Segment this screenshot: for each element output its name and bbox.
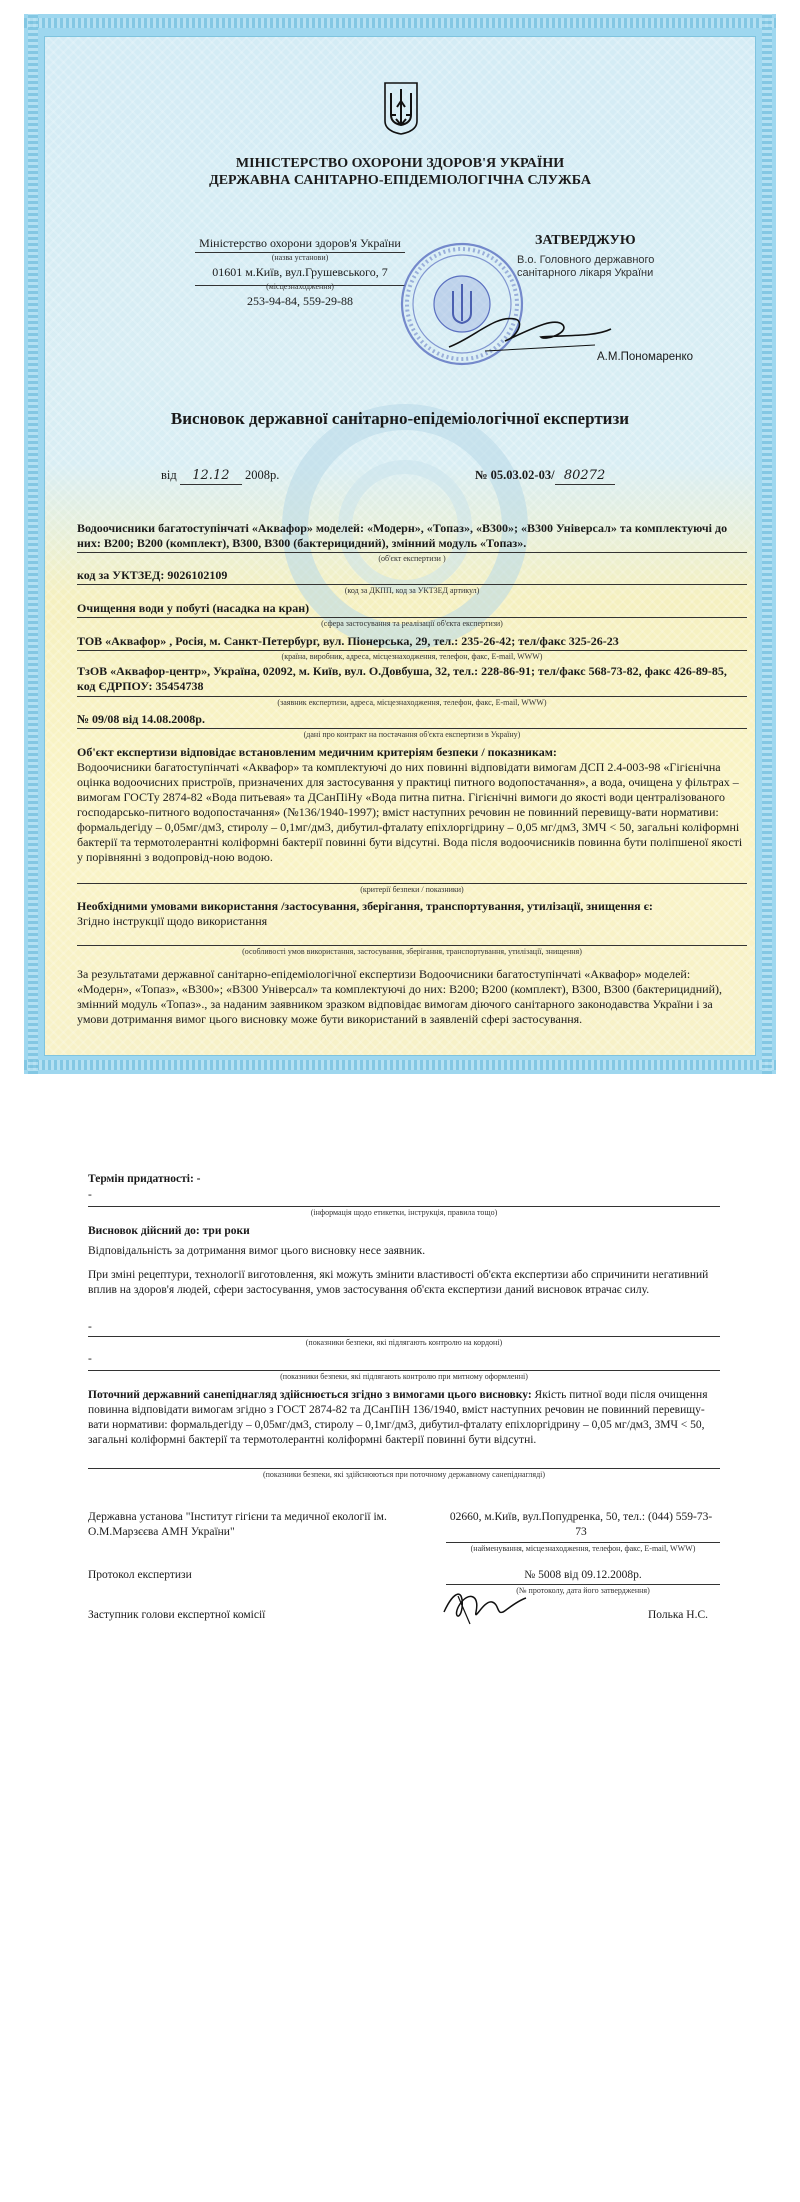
date-line <box>161 467 279 485</box>
institution-block <box>195 236 405 309</box>
customs-control-value: - <box>88 1353 92 1365</box>
approve-role <box>517 254 654 280</box>
criteria-body: Водоочисники багатоступінчаті «Аквафор» та комплектуючі до них повинні відповідати вимогам ДСП 2.4-003-98 «Гігієнічна оцінка водоочисних пристроїв, призначених для застосування у практиці питного водопостачання», а вода, очищена у фільтрах – вимогам ГОСТу 2874-82 «Вода питьевая» та ДСанПіНу «Вода питна питна. Гігієнічні вимоги до якості води централізованого господарсько-питного водопостачання» (№136/1940-1997); вміст наступних речовин не повинний перевищу-вати нормативи: формальдегіду – 0,05мг/дм3, стиролу – 0,1мг/дм3, дибутил-фталату епіхлоргідрину – 0,05 мг/дм3, ЗМЧ < 50, загальні коліформні бактерії та термотолерантні коліформні бактерії повинні бути відсутні. Вода після водоочисників повинна бути поліпшеної якості у порівнянні з водопровід-ною водою. <box>77 760 743 864</box>
deputy-label: Заступник голови експертної комісії <box>88 1609 266 1621</box>
scope-text: Очищення води у побуті (насадка на кран) <box>77 601 310 615</box>
change-conditions-text: При зміні рецептури, технології виготовлення, які можуть змінити властивості об'єкта експертизи або спричинити негативний вплив на здоров'я людей, сфери застосування, умов застосування об'єкта експертизи даний висновок втрачає силу. <box>88 1269 709 1296</box>
ministry-header <box>45 155 755 189</box>
applicant-caption: (заявник експертизи, адреса, місцезнаходження, телефон, факс, E-mail, WWW) <box>277 698 547 707</box>
deputy-name: Полька Н.С. <box>648 1609 709 1621</box>
institution-name: Міністерство охорони здоров'я України <box>199 236 401 250</box>
object-caption: (об'єкт експертизи ) <box>378 554 446 563</box>
organization-name: Державна установа "Інститут гігієни та медичної екології ім. О.М.Марзєєва АМН України" <box>88 1511 387 1538</box>
supervision-block <box>88 1388 720 1448</box>
date-suffix: 2008р. <box>245 468 280 482</box>
applicant-text: ТзОВ «Аквафор-центр», Україна, 02092, м. Київ, вул. О.Довбуша, 32, тел.: 228-86-91; тел/факс 568-73-82, факс 426-89-85, код ЄДРПОУ: 35454738 <box>77 664 727 693</box>
code-caption: (код за ДКПП, код за УКТЗЕД артикул) <box>344 586 480 595</box>
result-text: За результатами державної санітарно-епідеміологічної експертизи Водоочисники багатоступінчаті «Аквафор» моделей: «Модерн», «Топаз», «В300»; «В300 Універсал» та комплектуючі до них: В200; В200 (комплект), В300, В300 (бактерицидний), змінний модуль «Топаз»., за наданим заявником зразком відповідає вимогам діючого санітарного законодавства України і за умови дотримання вимог цього висновку може бути використаний в заявленій сфері застосування. <box>77 967 722 1026</box>
date-handwritten: 12.12 <box>180 468 242 485</box>
approve-name: А.М.Пономаренко <box>597 351 694 363</box>
approve-label: ЗАТВЕРДЖУЮ <box>535 233 636 248</box>
institution-name-caption: (назва установи) <box>271 253 329 262</box>
shelf-life-value: - <box>88 1189 92 1201</box>
manufacturer-text: ТОВ «Аквафор» , Росія, м. Санкт-Петербург, вул. Піонерська, 29, тел.: 235-26-42; тел/факс 325-26-23 <box>77 634 619 648</box>
organization-caption: (найменування, місцезнаходження, телефон, факс, E-mail, WWW) <box>470 1544 696 1553</box>
contract-text: № 09/08 від 14.08.2008р. <box>77 712 205 726</box>
code-text: код за УКТЗЕД: 9026102109 <box>77 568 228 582</box>
object-text: Водоочисники багатоступінчаті «Аквафор» моделей: «Модерн», «Топаз», «В300»; «В300 Універсал» та комплектуючі до них: В200; В200 (комплект), В300, В300 (бактерицидний), змінний модуль «Топаз». <box>77 521 728 550</box>
ministry-line1: МІНІСТЕРСТВО ОХОРОНИ ЗДОРОВ'Я УКРАЇНИ <box>235 156 565 171</box>
validity-heading: Висновок дійсний до: три роки <box>88 1225 250 1237</box>
protocol-value: № 5008 від 09.12.2008р. <box>524 1569 642 1581</box>
document-title: Висновок державної санітарно-епідеміологічної експертизи <box>170 409 630 428</box>
supervision-body: Якість питної води після очищення повинна відповідати вимогам згідно з ГОСТ 2874-82 та ДСанПіН 136/1940, вміст наступних речовин не повинний перевищу-вати нормативи: формальдегіду – 0,05мг/дм3, стиролу – 0,1мг/дм3, дибутил-фталату епіхлоргідрину – 0,05 мг/дм3, ЗМЧ < 50, загальні коліформні бактерії та термотолерантні коліформні бактерії повинні бути відсутні. <box>88 1389 708 1446</box>
contract-caption: (дані про контракт на постачання об'єкта експертизи в Україну) <box>303 730 521 739</box>
deputy-signature-icon <box>440 1582 530 1630</box>
guilloche-left <box>28 14 38 1074</box>
conditions-caption: (особливості умов використання, застосування, зберігання, транспортування, утилізації, знищення) <box>242 947 582 956</box>
approve-role-line1: В.о. Головного державного <box>517 254 655 266</box>
ministry-line2: ДЕРЖАВНА САНІТАРНО-ЕПІДЕМІОЛОГІЧНА СЛУЖБА <box>209 173 591 188</box>
certificate-page <box>24 14 776 1074</box>
number-prefix: № 05.03.02-03/ <box>475 468 555 482</box>
protocol-caption: (№ протоколу, дата його затвердження) <box>516 1586 650 1595</box>
guilloche-bottom <box>24 1060 776 1070</box>
certificate-body <box>44 36 756 1056</box>
border-control-value: - <box>88 1321 92 1333</box>
guilloche-top <box>24 18 776 28</box>
criteria-heading: Об'єкт експертизи відповідає встановленим медичним критеріям безпеки / показникам: <box>77 745 557 759</box>
conditions-block <box>77 899 747 929</box>
conditions-heading: Необхідними умовами використання /застосування, зберігання, транспортування, утилізації, знищення є: <box>77 899 653 913</box>
scope-caption: (сфера застосування та реалізації об'єкта експертизи) <box>321 619 503 628</box>
number-handwritten: 80272 <box>555 468 615 485</box>
criteria-block <box>77 745 747 865</box>
manufacturer-caption: (країна, виробник, адреса, місцезнаходження, телефон, факс, E-mail, WWW) <box>281 652 543 661</box>
date-prefix: від <box>161 468 177 482</box>
supervision-heading: Поточний державний санепіднагляд здійснюється згідно з вимогами цього висновку: <box>88 1389 532 1401</box>
guilloche-right <box>762 14 772 1074</box>
responsibility-text: Відповідальність за дотримання вимог цього висновку несе заявник. <box>88 1245 426 1257</box>
border-control-caption: (показники безпеки, які підлягають контролю на кордоні) <box>305 1338 503 1347</box>
trident-icon <box>383 81 419 135</box>
organization-address: 02660, м.Київ, вул.Попудренка, 50, тел.: (044) 559-73-73 <box>449 1511 713 1538</box>
conditions-body: Згідно інструкції щодо використання <box>77 914 268 928</box>
institution-address-caption: (місцезнаходження) <box>266 282 334 291</box>
criteria-caption: (критерії безпеки / показники) <box>360 885 464 894</box>
number-line <box>475 467 615 485</box>
approve-role-line2: санітарного лікаря України <box>517 267 654 279</box>
customs-control-caption: (показники безпеки, які підлягають контролю при митному оформленні) <box>280 1372 528 1381</box>
shelf-life-caption: (інформація щодо етикетки, інструкцiя, правила тощо) <box>310 1208 498 1217</box>
institution-address: 01601 м.Київ, вул.Грушевського, 7 <box>212 265 388 279</box>
protocol-label: Протокол експертизи <box>88 1569 192 1581</box>
signature-icon <box>445 307 615 357</box>
institution-phones: 253-94-84, 559-29-88 <box>247 294 353 308</box>
shelf-life-heading: Термін придатності: - <box>88 1173 201 1185</box>
supervision-caption: (показники безпеки, які здійснюються при поточному державному санепіднагляді) <box>262 1470 546 1479</box>
